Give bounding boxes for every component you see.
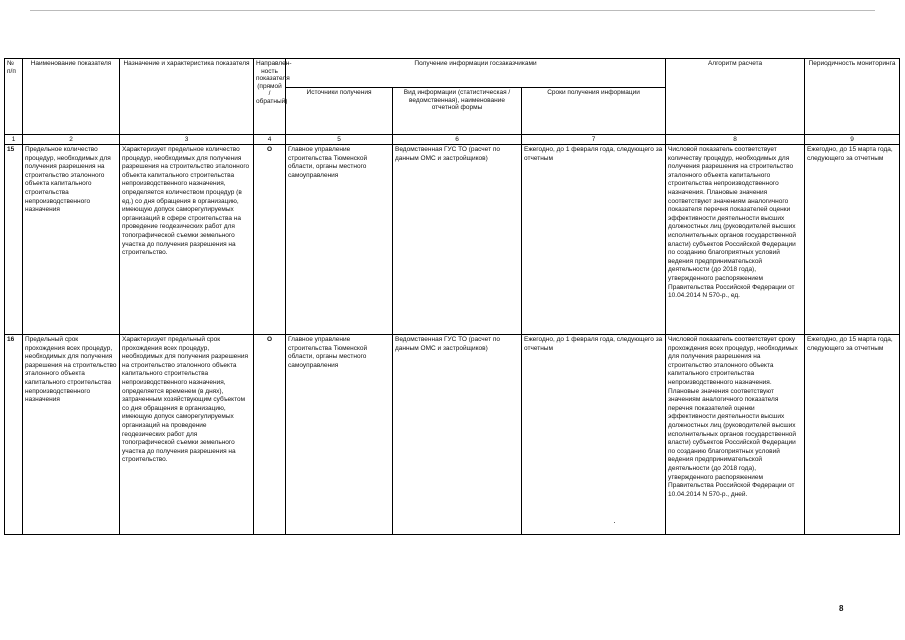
- column-number: 4: [254, 135, 286, 145]
- calculation-algorithm: Числовой показатель соответствует сроку прохождения всех процедур, необходимых для получения разрешения на строительство эталонного объекта капитального строительства непроизводственного назначения. Плановые значения соответствуют значениям аналогичного показателя перечня показателей оценки эффективности деятельности высших должностных лиц (руководителей высших исполнительных органов государственной власти) субъектов Российской Федерации по созданию благоприятных условий ведения предпринимательской деятельности (до 2018 года), утвержденного распоряжением Правительства Российской Федерации от 10.04.2014 N 570-р., дней.: [666, 335, 805, 535]
- indicator-name: Предельное количество процедур, необходимых для получения разрешения на строительство эталонного объекта капитального строительства непроизводственного назначения: [23, 145, 120, 335]
- column-number: 9: [805, 135, 900, 145]
- header-sources: Источники получения: [286, 88, 393, 135]
- indicator-direction: О: [254, 335, 286, 535]
- column-number: 7: [522, 135, 666, 145]
- table-row: [5, 335, 900, 535]
- monitoring-periodicity: Ежегодно, до 15 марта года, следующего за отчетным: [805, 335, 900, 535]
- info-sources: Главное управление строительства Тюменской области, органы местного самоуправления: [286, 335, 393, 535]
- column-number: 3: [120, 135, 254, 145]
- header-periodicity: Периодичность мониторинга: [805, 59, 900, 135]
- header-indicator: Наименование показателя: [23, 59, 120, 135]
- info-timing: Ежегодно, до 1 февраля года, следующего за отчетным: [522, 335, 666, 535]
- indicator-purpose: Характеризует предельное количество процедур, необходимых для получения разрешения на строительство эталонного объекта капитального строительства непроизводственного назначения, определяется количеством процедур (в ед.) со дня обращения в организацию, имеющую допуск саморегулируемых организаций в сфере строительства на проведение геодезических работ для топографической съемки земельного участка до получения разрешения на строительство.: [120, 145, 254, 335]
- header-direction: Направлен-ность показателя (прямой / обратный): [254, 59, 286, 135]
- page-number: 8: [839, 604, 844, 613]
- info-sources: Главное управление строительства Тюменской области, органы местного самоуправления: [286, 145, 393, 335]
- header-info-type: Вид информации (статистическая / ведомственная), наименование отчетной формы: [393, 88, 522, 135]
- table-row: [5, 145, 900, 335]
- header-row-top: [5, 59, 900, 88]
- row-number: 15: [5, 145, 23, 335]
- column-number: 5: [286, 135, 393, 145]
- calculation-algorithm: Числовой показатель соответствует количеству процедур, необходимых для получения разрешения на строительство эталонного объекта капитального строительства непроизводственного назначения. Плановые значения соответствуют значениям аналогичного показателя перечня показателей оценки эффективности деятельности высших должностных лиц (руководителей высших исполнительных органов государственной власти) субъектов Российской Федерации по созданию благоприятных условий ведения предпринимательской деятельности (до 2018 года), утвержденного распоряжением Правительства Российской Федерации от 10.04.2014 N 570-р., ед.: [666, 145, 805, 335]
- column-number: 1: [5, 135, 23, 145]
- indicator-direction: О: [254, 145, 286, 335]
- info-type: Ведомственная ГУС ТО (расчет по данным ОМС и застройщиков): [393, 335, 522, 535]
- column-number: 6: [393, 135, 522, 145]
- scan-speck: [614, 522, 615, 523]
- column-number: 8: [666, 135, 805, 145]
- column-numbers-row: [5, 135, 900, 145]
- info-type: Ведомственная ГУС ТО (расчет по данным ОМС и застройщиков): [393, 145, 522, 335]
- header-number: № п/п: [5, 59, 23, 135]
- header-purpose: Назначение и характеристика показателя: [120, 59, 254, 135]
- column-number: 2: [23, 135, 120, 145]
- row-number: 16: [5, 335, 23, 535]
- top-rule: [30, 10, 875, 11]
- indicators-table: [4, 58, 900, 535]
- info-timing: Ежегодно, до 1 февраля года, следующего за отчетным: [522, 145, 666, 335]
- header-algorithm: Алгоритм расчета: [666, 59, 805, 135]
- monitoring-periodicity: Ежегодно, до 15 марта года, следующего за отчетным: [805, 145, 900, 335]
- indicator-purpose: Характеризует предельный срок прохождения всех процедур, необходимых для получения разрешения на строительство эталонного объекта капитального строительства непроизводственного назначения, определяется временем (в днях), затраченным хозяйствующим субъектом со дня обращения в организацию, имеющую допуск саморегулируемых организаций на проведение геодезических работ для топографической съемки земельного участка до получения разрешения на строительство.: [120, 335, 254, 535]
- header-timing: Сроки получения информации: [522, 88, 666, 135]
- indicator-name: Предельный срок прохождения всех процедур, необходимых для получения разрешения на строительство эталонного объекта капитального строительства непроизводственного назначения: [23, 335, 120, 535]
- header-info-group: Получение информации госзаказчиками: [286, 59, 666, 88]
